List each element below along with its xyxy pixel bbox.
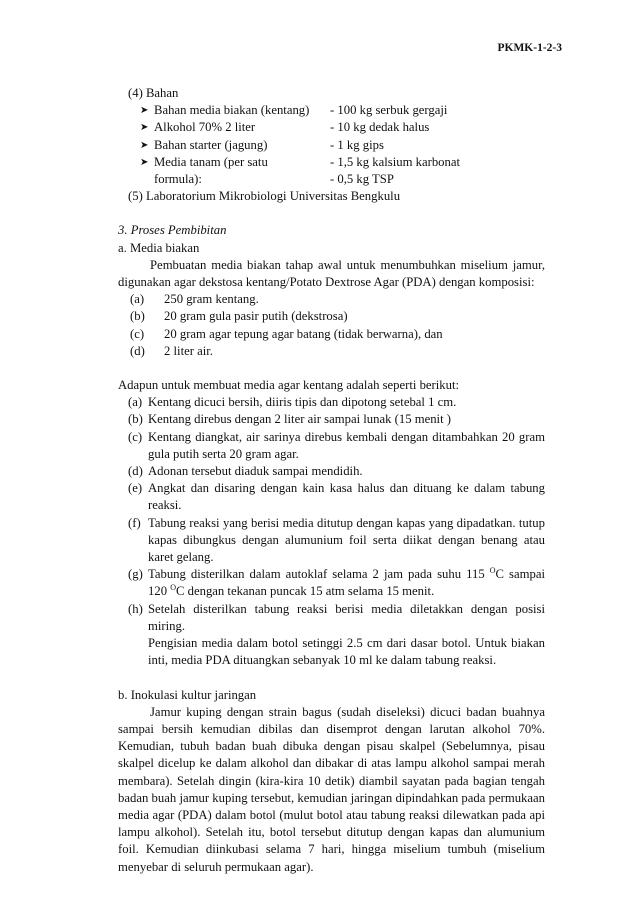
steps-intro: Adapun untuk membuat media agar kentang adalah seperti berikut: <box>118 378 460 393</box>
list-item-label: (a) <box>128 395 143 410</box>
bahan-item-right: - 0,5 kg TSP <box>330 172 394 187</box>
bahan-item-left: Bahan starter (jagung) <box>154 137 268 152</box>
list-item-text <box>148 566 545 600</box>
list-item-label: (g) <box>128 567 143 582</box>
temperature-text: C sampai 120 <box>148 567 545 599</box>
list-item-text: Angkat dan disaring dengan kain kasa halus dan dituang ke dalam tabung reaksi. <box>148 481 545 513</box>
lab-line: (5) Laboratorium Mikrobiologi Universitas Bengkulu <box>128 189 401 204</box>
list-item-label: (c) <box>128 429 143 444</box>
list-item-text: 20 gram agar tepung agar batang (tidak berwarna), dan <box>164 326 443 341</box>
list-item-text: Kentang direbus dengan 2 liter air sampai lunak (15 menit ) <box>148 412 452 427</box>
list-item <box>118 463 545 480</box>
arrow-bullet-icon: ➤ <box>140 105 149 117</box>
arrow-bullet-icon: ➤ <box>140 156 149 168</box>
bahan-item-left: Media tanam (per satu <box>154 154 268 169</box>
arrow-bullet-icon: ➤ <box>140 122 149 134</box>
bahan-row-continuation <box>118 171 545 188</box>
bahan-item-left: Bahan media biakan (kentang) <box>154 103 310 118</box>
list-item <box>118 411 545 428</box>
list-item <box>118 291 545 308</box>
list-item <box>118 566 545 600</box>
bahan-row <box>118 154 545 171</box>
arrow-bullet-icon: ➤ <box>140 139 149 151</box>
list-item-text: Adonan tersebut diaduk sampai mendidih. <box>148 464 363 479</box>
list-item-label: (h) <box>128 601 143 616</box>
bahan-item-right: - 10 kg dedak halus <box>330 120 430 135</box>
media-biakan-paragraph: Pembuatan media biakan tahap awal untuk menumbuhkan miselium jamur, digunakan agar dekstosa kentang/Potato Dextrose Agar (PDA) dengan komposisi: <box>118 257 545 290</box>
temperature-text: Tabung disterilkan dalam autoklaf selama 2 jam pada suhu 115 <box>148 567 490 582</box>
list-item-label: (b) <box>130 309 145 324</box>
list-item-label: (d) <box>130 343 145 358</box>
subsection-heading-a: a. Media biakan <box>118 240 200 255</box>
bahan-row <box>118 137 545 154</box>
list-item <box>118 394 545 411</box>
list-item <box>118 601 545 635</box>
list-item <box>118 308 545 325</box>
bahan-item-left: Alkohol 70% 2 liter <box>154 120 256 135</box>
temperature-text: C dengan tekanan puncak 15 atm selama 15 menit. <box>175 584 435 599</box>
subsection-heading-b: b. Inokulasi kultur jaringan <box>118 687 257 702</box>
list-item-label: (b) <box>128 412 143 427</box>
list-item <box>118 429 545 463</box>
list-item-text: Setelah disterilkan tabung reaksi berisi media diletakkan dengan posisi miring. <box>148 601 545 633</box>
list-item-text: 20 gram gula pasir putih (dekstrosa) <box>164 309 348 324</box>
document-content <box>118 85 545 876</box>
composition-list <box>118 291 545 360</box>
bahan-item-right: - 100 kg serbuk gergaji <box>330 103 448 118</box>
bahan-row <box>118 119 545 136</box>
list-item-text: 2 liter air. <box>164 343 213 358</box>
bahan-item-right: - 1,5 kg kalsium karbonat <box>330 154 461 169</box>
section-heading: 3. Proses Pembibitan <box>118 223 227 238</box>
degree-superscript: O <box>170 583 176 593</box>
list-item <box>118 480 545 514</box>
list-item-label: (c) <box>130 326 145 341</box>
list-item-label: (f) <box>128 515 141 530</box>
bahan-item-left: formula): <box>154 172 202 187</box>
bahan-row <box>118 102 545 119</box>
list-item <box>118 515 545 567</box>
list-item-label: (a) <box>130 292 145 307</box>
list-item-text: Tabung reaksi yang berisi media ditutup dengan kapas yang dipadatkan. tutup kapas dibungkus dengan alumunium foil serta diikat dengan benang atau karet gelang. <box>148 515 545 565</box>
list-item-text: 250 gram kentang. <box>164 292 259 307</box>
step-h-extra: Pengisian media dalam botol setinggi 2.5 cm dari dasar botol. Untuk biakan inti, media PDA dituangkan sebanyak 10 ml ke dalam tabung reaksi. <box>148 636 545 668</box>
list-item-text: Kentang dicuci bersih, diiris tipis dan dipotong setebal 1 cm. <box>148 395 457 410</box>
list-item <box>118 326 545 343</box>
bahan-item-right: - 1 kg gips <box>330 137 384 152</box>
steps-list <box>118 394 545 669</box>
list-item-label: (e) <box>128 481 143 496</box>
list-item-label: (d) <box>128 464 143 479</box>
list-item-text: Kentang diangkat, air sarinya direbus kembali dengan ditambahkan 20 gram gula putih serta 20 gram agar. <box>148 429 545 461</box>
list-item <box>118 343 545 360</box>
bahan-title: (4) Bahan <box>128 86 179 100</box>
degree-superscript: O <box>489 566 496 576</box>
page-code: PKMK-1-2-3 <box>497 42 562 54</box>
inokulasi-paragraph: Jamur kuping dengan strain bagus (sudah diseleksi) dicuci badan buahnya sampai bersih kemudian dibilas dan disemprot dengan larutan alkohol 70%. Kemudian, tubuh badan buah dibuka dengan pisau skalpel (Sebelumnya, pisau skalpel dicelup ke dalam alkohol dan dibakar di atas lampu alkohol sampai merah membara). Setelah dingin (kira-kira 10 detik) diambil sayatan pada bagian tengah badan buah jamur kuping tersebut, kemudian jaringan dipindahkan pada permukaan media agar (PDA) dalam botol (mulut botol atau tabung reaksi dilewatkan pada api lampu alkohol). Setelah itu, botol tersebut ditutup dengan kapas dan alumunium foil. Kemudian diinkubasi selama 7 hari, hingga miselium tumbuh (miselium menyebar di seluruh permukaan agar). <box>118 704 545 874</box>
